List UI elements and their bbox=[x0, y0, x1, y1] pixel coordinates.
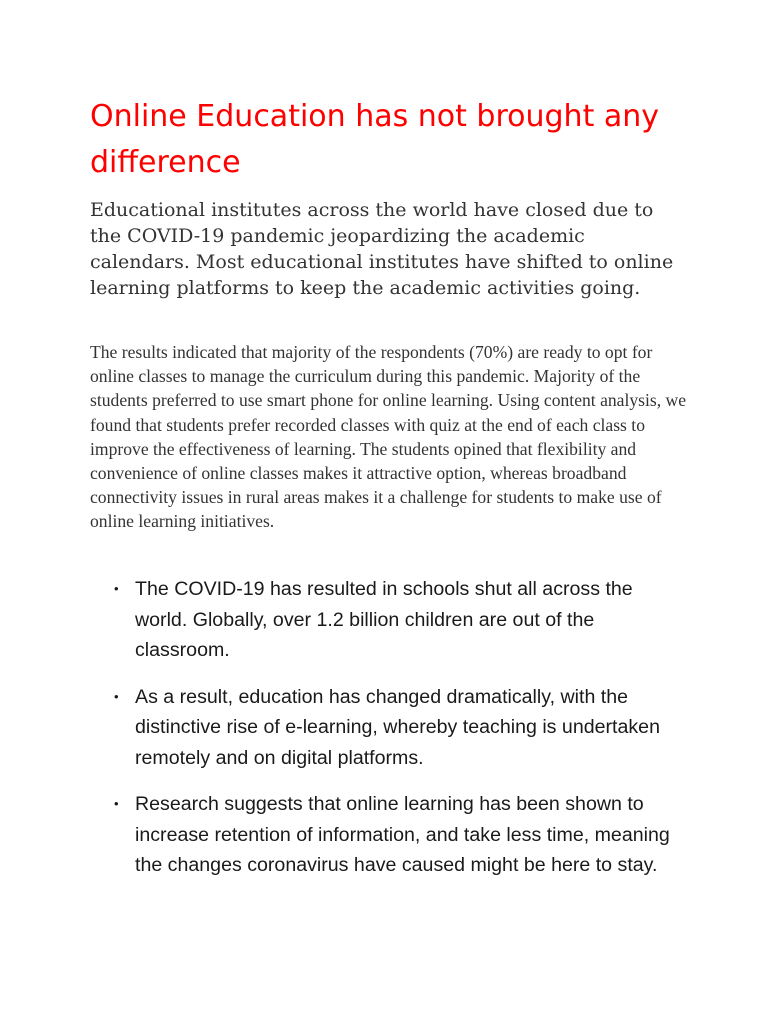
bullet-text: The COVID-19 has resulted in schools shut all across the world. Globally, over 1.2 billion children are out of the classroom. bbox=[135, 578, 633, 661]
lead-paragraph: Educational institutes across the world have closed due to the COVID-19 pandemic jeopardizing the academic calendars. Most educational institutes have shifted to online learning platforms to keep the academic activities going. bbox=[90, 199, 674, 299]
bullet-text: As a result, education has changed dramatically, with the distinctive rise of e-learning, whereby teaching is undertaken remotely and on digital platforms. bbox=[135, 685, 660, 769]
bullet-marker: • bbox=[114, 796, 119, 811]
bullet-item bbox=[0, 789, 685, 881]
document-title: Online Education has not brought any difference bbox=[90, 99, 660, 180]
bullet-marker: • bbox=[114, 581, 119, 596]
bullet-marker: • bbox=[114, 688, 119, 704]
body-paragraph: The results indicated that majority of the respondents (70%) are ready to opt for online classes to manage the curriculum during this pandemic. Majority of the students preferred to use smart phone for online learning. Using content analysis, we found that students prefer recorded classes with quiz at the end of each class to improve the effectiveness of learning. The students opined that flexibility and convenience of online classes makes it attractive option, whereas broadband connectivity issues in rural areas makes it a challenge for students to make use of online learning initiatives. bbox=[90, 342, 687, 532]
bullet-item bbox=[0, 574, 685, 666]
bullet-item bbox=[0, 682, 685, 774]
bullet-list bbox=[0, 574, 768, 897]
bullet-text: Research suggests that online learning has been shown to increase retention of information, and take less time, meaning the changes coronavirus have caused might be here to stay. bbox=[135, 793, 670, 876]
